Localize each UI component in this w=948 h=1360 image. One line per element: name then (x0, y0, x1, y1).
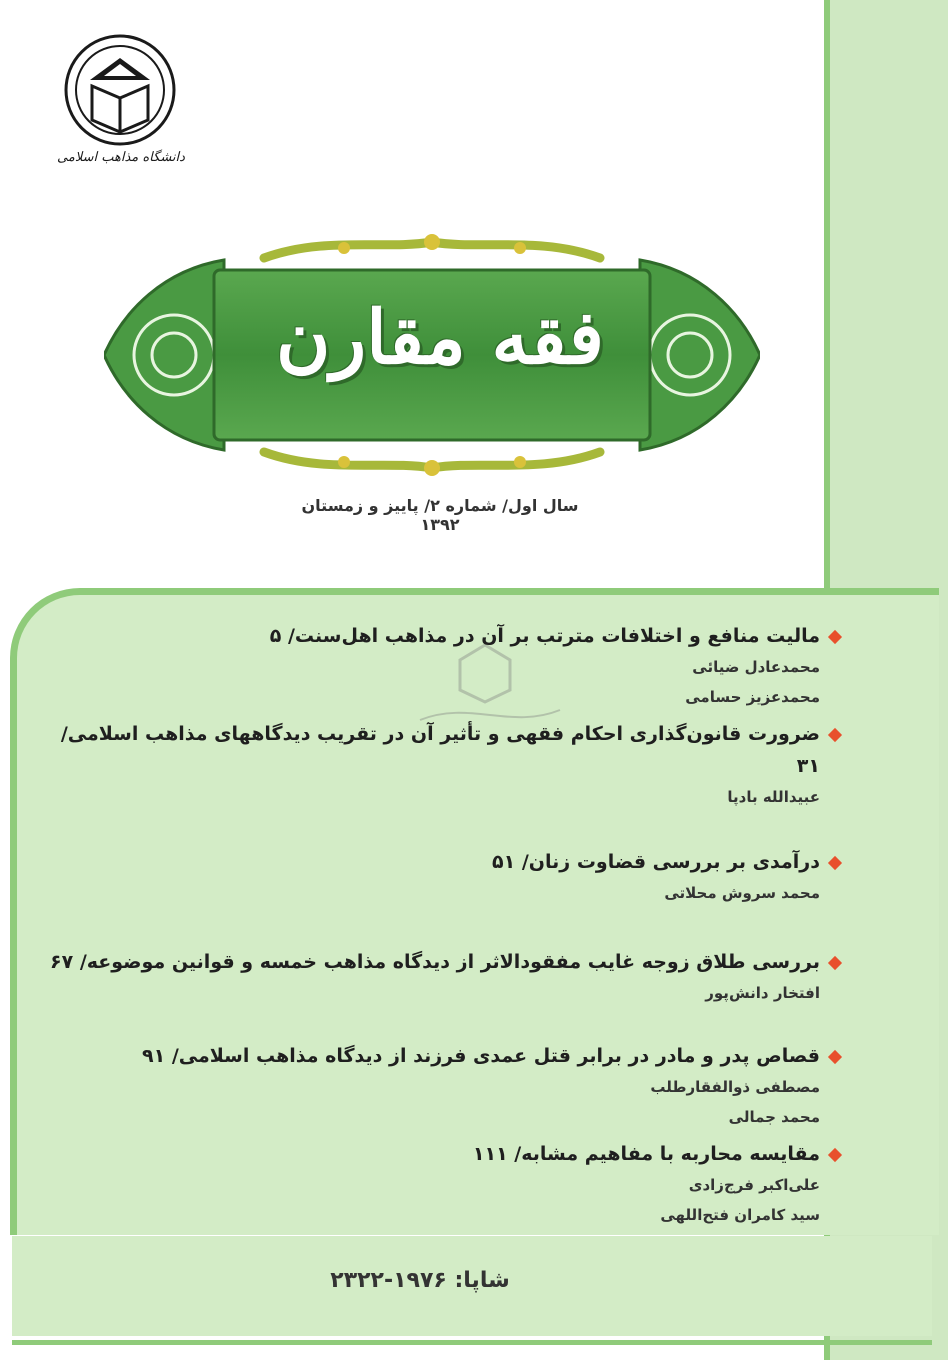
article-author: عبیدالله بادپا (727, 788, 820, 806)
article-entry (40, 1138, 840, 1230)
article-title-text: قصاص پدر و مادر در برابر قتل عمدی فرزند از دیدگاه مذاهب اسلامی/ ۹۱ (142, 1045, 820, 1067)
article-title-text: ضرورت قانون‌گذاری احکام فقهی و تأثیر آن در تقریب دیدگاههای مذاهب اسلامی/ ۳۱ (60, 723, 820, 777)
article-title (40, 1138, 840, 1170)
article-author: افتخار دانش‌پور (705, 984, 820, 1002)
article-entry (40, 620, 840, 712)
article-title-text: درآمدی بر بررسی قضاوت زنان/ ۵۱ (492, 851, 820, 873)
article-author: محمدعزیز حسامی (685, 688, 820, 706)
article-entry (40, 846, 840, 908)
dome-icon (90, 58, 150, 80)
article-title (40, 1040, 840, 1072)
issn-number: شاپا: ۱۹۷۶-۲۳۲۲ (330, 1268, 510, 1293)
article-author: سید کامران فتح‌اللهی (660, 1206, 820, 1224)
article-entry (40, 718, 840, 812)
article-title-text: مقایسه محاربه با مفاهیم مشابه/ ۱۱۱ (472, 1143, 820, 1165)
article-title (40, 846, 840, 878)
article-title-text: بررسی طلاق زوجه غایب مفقودالاثر از دیدگاه مذاهب خمسه و قوانین موضوعه/ ۶۷ (50, 951, 820, 973)
book-icon (92, 86, 148, 132)
bottom-line (12, 1340, 932, 1345)
article-author: مصطفی ذوالفقارطلب (650, 1078, 820, 1096)
article-author: محمد سروش محلاتی (664, 884, 820, 902)
article-title-text: مالیت منافع و اختلافات مترتب بر آن در مذاهب اهل‌سنت/ ۵ (269, 625, 820, 647)
diamond-bullet-icon (828, 728, 842, 742)
article-entry (40, 946, 840, 1008)
table-of-contents (40, 620, 840, 1230)
diamond-bullet-icon (828, 956, 842, 970)
diamond-bullet-icon (828, 1148, 842, 1162)
article-title (40, 718, 840, 782)
diamond-bullet-icon (828, 630, 842, 644)
diamond-bullet-icon (828, 856, 842, 870)
logo-caption: دانشگاه مذاهب اسلامی (57, 150, 185, 165)
article-title (40, 620, 840, 652)
article-author: محمدعادل ضیائی (692, 658, 820, 676)
issue-info: سال اول/ شماره ۲/ پاییز و زمستان ۱۳۹۲ (301, 496, 579, 534)
diamond-bullet-icon (828, 1050, 842, 1064)
article-author: علی‌اکبر فرج‌زادی (688, 1176, 820, 1194)
article-entry (40, 1040, 840, 1132)
article-author: محمد جمالی (728, 1108, 820, 1126)
article-title (40, 946, 840, 978)
journal-title: فقه مقارن (276, 295, 604, 381)
